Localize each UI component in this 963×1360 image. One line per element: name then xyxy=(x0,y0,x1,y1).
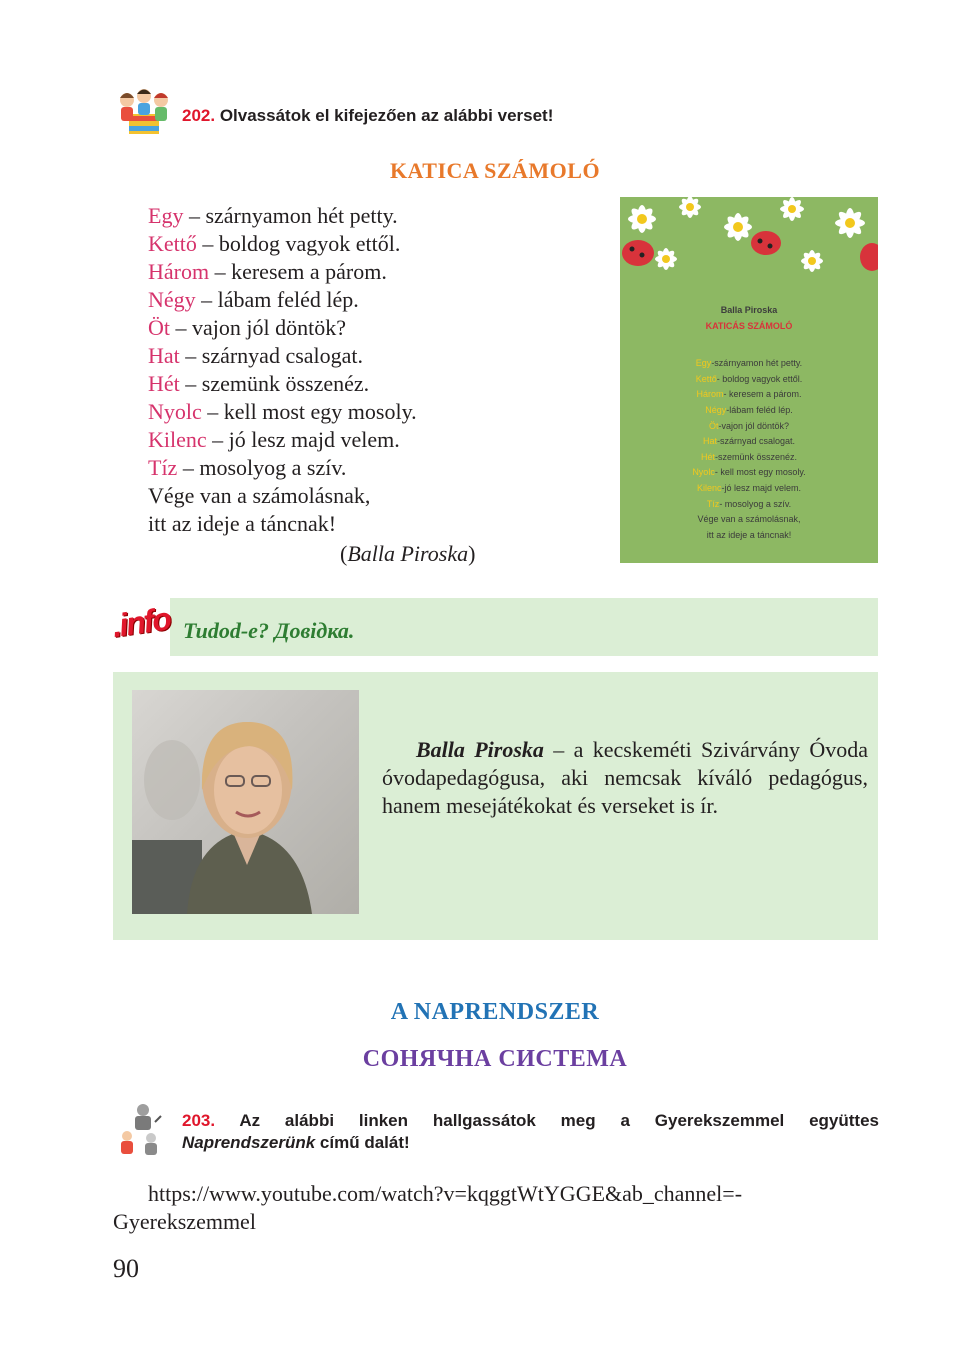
task-number: 203. xyxy=(182,1111,216,1130)
info-logo: .info xyxy=(109,600,172,645)
link-line-2[interactable]: Gyerekszemmel xyxy=(113,1209,256,1234)
cover-line: Négy-lábam feléd lép. xyxy=(705,404,793,415)
bio-name: Balla Piroska xyxy=(416,737,544,762)
bio-text xyxy=(382,736,868,820)
cover-text xyxy=(620,303,878,543)
poem-line: Öt – vajon jól döntök? xyxy=(148,315,346,340)
poem-body xyxy=(148,202,608,568)
daisy-ladybug-decoration xyxy=(620,197,878,287)
page-number: 90 xyxy=(113,1254,139,1283)
cover-line: itt az ideje a táncnak! xyxy=(706,529,792,540)
poem-line: Négy – lábam feléd lép. xyxy=(148,287,359,312)
cover-line: Kilenc-jó lesz majd velem. xyxy=(696,482,802,493)
section-title-uk: СОНЯЧНА СИСТЕМА xyxy=(362,1046,628,1072)
cover-line: Vége van a számolásnak, xyxy=(697,514,801,525)
poem-line: Tíz – mosolyog a szív. xyxy=(148,455,347,480)
youtube-link[interactable] xyxy=(113,1180,883,1236)
task-text: Olvassátok el kifejezően az alábbi verset! xyxy=(219,106,554,125)
cover-title: KATICÁS SZÁMOLÓ xyxy=(705,320,793,331)
task-text: Az alábbi linken hallgassátok meg a Gyerekszemmel együttes xyxy=(239,1111,880,1130)
poem-line: Nyolc – kell most egy mosoly. xyxy=(148,399,417,424)
cover-line: Öt-vajon jól döntök? xyxy=(708,420,790,431)
task-203-line1 xyxy=(182,1110,879,1132)
poem-line: Kettő – boldog vagyok ettől. xyxy=(148,231,401,256)
cover-line: Kettő- boldog vagyok ettől. xyxy=(695,373,803,384)
author-photo xyxy=(132,690,359,914)
cover-line: Hét-szemünk összenéz. xyxy=(700,451,798,462)
task-203 xyxy=(182,1110,879,1154)
poem-line: itt az ideje a táncnak! xyxy=(148,511,337,536)
cover-line: Nyolc- kell most egy mosoly. xyxy=(692,467,806,478)
task-203-line2: Naprendszerünk című dalát! xyxy=(182,1133,410,1152)
cover-line: Tíz- mosolyog a szív. xyxy=(706,498,792,509)
poem-line: Hét – szemünk összenéz. xyxy=(148,371,370,396)
link-line-1[interactable]: https://www.youtube.com/watch?v=kqggtWtYGGE&ab_channel=- xyxy=(148,1181,743,1206)
poem-line: Kilenc – jó lesz majd velem. xyxy=(148,427,400,452)
kids-reading-icon xyxy=(115,86,173,138)
poem-line: Három – keresem a párom. xyxy=(148,259,387,284)
cover-author: Balla Piroska xyxy=(720,305,778,315)
task-number: 202. xyxy=(182,106,216,125)
poem-line: Hat – szárnyad csalogat. xyxy=(148,343,364,368)
musicians-icon xyxy=(115,1102,163,1160)
book-cover-image xyxy=(620,197,878,563)
poem-line: Egy – szárnyamon hét petty. xyxy=(148,203,398,228)
poem-author: (Balla Piroska) xyxy=(340,541,476,566)
cover-line: Hat-szárnyad csalogat. xyxy=(702,436,796,447)
poem-line: Vége van a számolásnak, xyxy=(148,483,371,508)
section-title-hu: A NAPRENDSZER xyxy=(390,999,600,1025)
cover-line: Egy-szárnyamon hét petty. xyxy=(695,358,803,369)
poem-title: KATICA SZÁMOLÓ xyxy=(389,158,601,183)
cover-line: Három- keresem a párom. xyxy=(696,389,802,400)
bio-description: – a kecskeméti Szivárvány Óvoda óvodapedagógusa, aki nemcsak kíváló pedagógus, hanem mesejátékokat és verseket is ír. xyxy=(382,737,868,818)
info-title: Tudod-e? Довідка. xyxy=(183,618,355,643)
task-202 xyxy=(182,105,882,127)
